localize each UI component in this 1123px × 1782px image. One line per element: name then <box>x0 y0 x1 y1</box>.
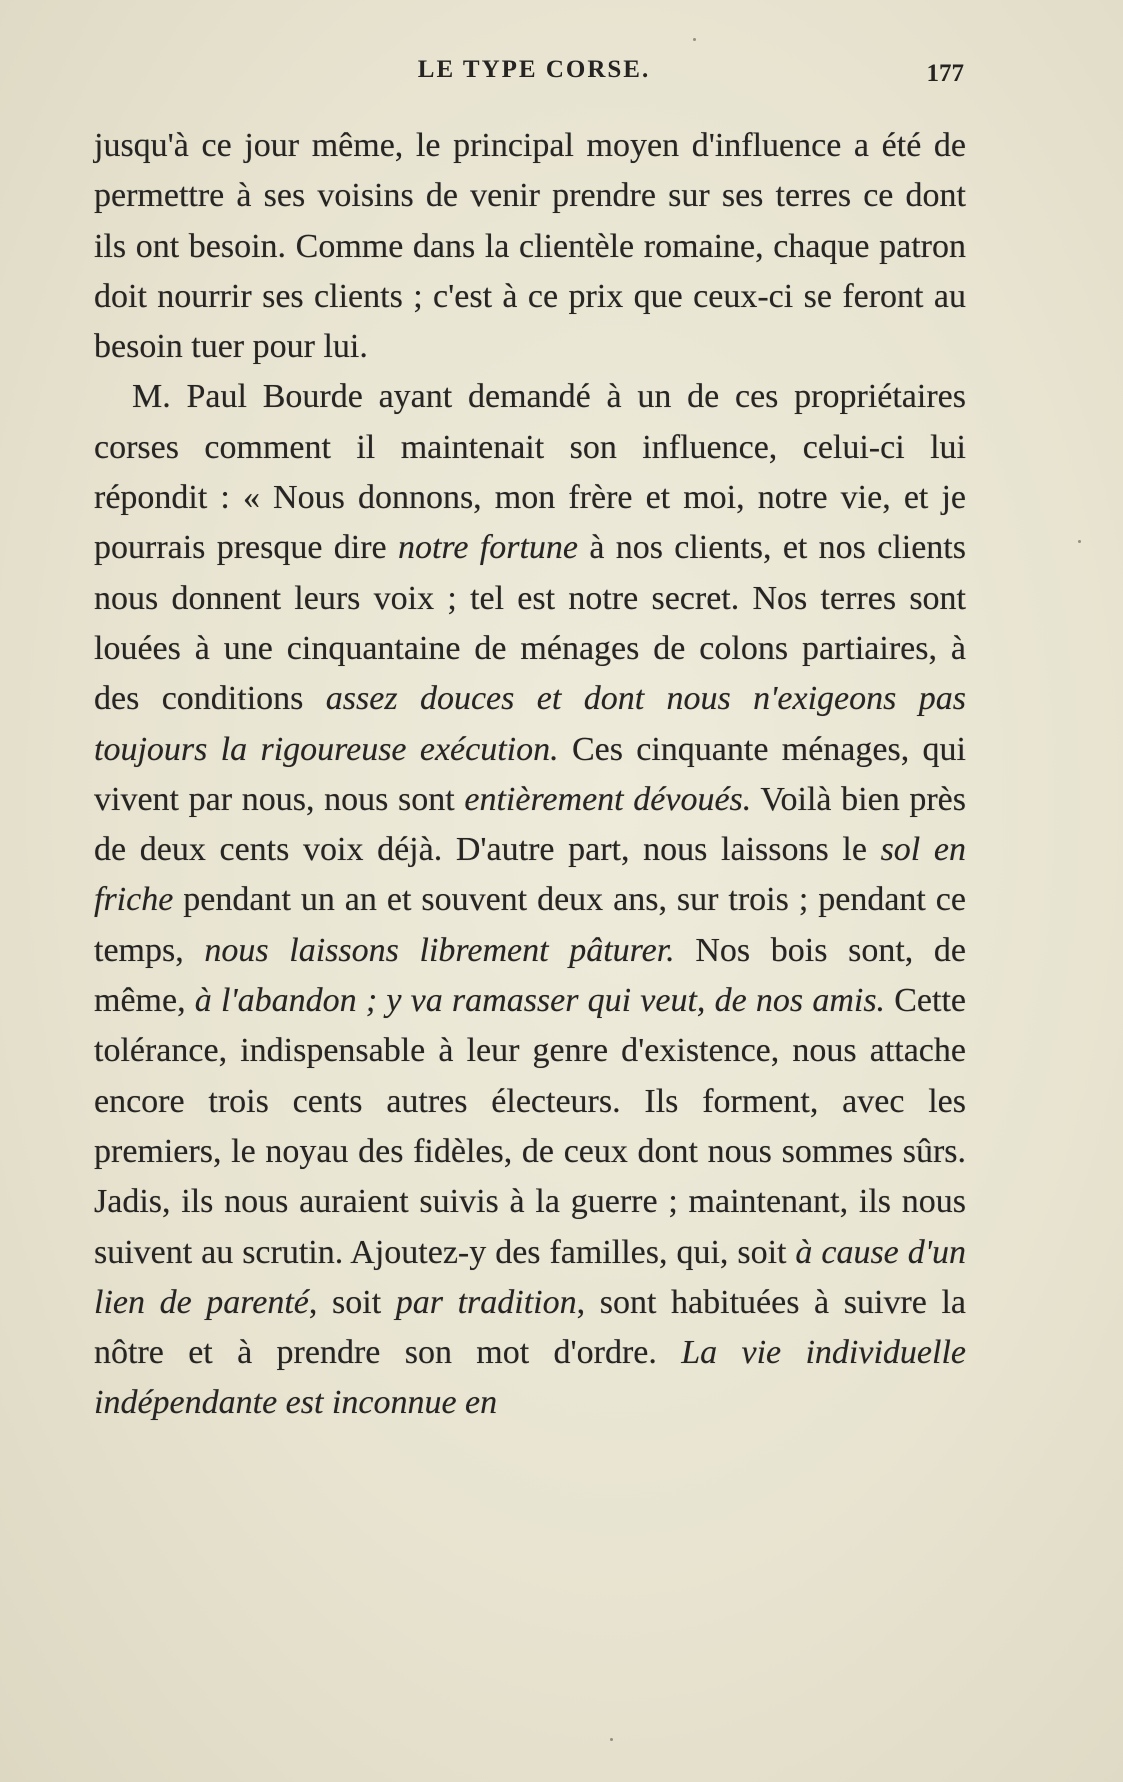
text-segment: , soit <box>308 1283 396 1321</box>
italic-text: nous laissons librement pâturer. <box>204 931 675 969</box>
print-speck <box>610 1738 613 1741</box>
text-segment: à nos clients, et nos clients nous donnent leurs voix ; tel est notre secret. Nos terres sont louées à une cinquantaine de ménages de colons partiaires, à des conditions <box>94 529 966 718</box>
text-segment: jusqu'à ce jour même, le principal moyen d'influence a été de permettre à ses voisins de venir prendre sur ses terres ce dont ils ont besoin. Comme dans la clientèle romaine, chaque patron doit nourrir ses clients ; c'est à ce prix que ceux-ci se feront au besoin tuer pour lui. <box>94 127 966 366</box>
italic-text: par tradition <box>395 1283 577 1321</box>
italic-text: La vie individuelle indépendante est inconnue en <box>94 1334 966 1422</box>
text-segment: Voilà bien près de deux cents voix déjà. D'autre part, nous laissons le <box>94 780 966 869</box>
text-segment: M. Paul Bourde ayant demandé à un de ces propriétaires corses comment il maintenait son influence, celui-ci lui répondit : « Nous donnons, mon frère et moi, notre vie, et je pourrais presque dire <box>94 378 966 567</box>
italic-text: assez douces et dont nous n'exigeons pas toujours la rigoureuse exécution. <box>94 680 967 768</box>
running-head: LE TYPE CORSE. <box>417 56 651 83</box>
paragraph <box>94 121 966 372</box>
page-header <box>94 56 964 96</box>
italic-text: sol en friche <box>94 831 966 919</box>
text-segment: Ces cinquante ménages, qui vivent par nous, nous sont <box>94 730 966 818</box>
print-speck <box>693 38 696 41</box>
italic-text: notre fortune <box>397 529 578 567</box>
print-speck <box>1078 540 1081 543</box>
text-segment: Nos bois sont, de même, <box>94 931 967 1020</box>
italic-text: entièrement dévoués. <box>464 780 752 818</box>
text-segment: pendant un an et souvent deux ans, sur trois ; pendant ce temps, <box>94 881 966 969</box>
text-segment: , sont habituées à suivre la nôtre et à prendre son mot d'ordre. <box>94 1283 967 1372</box>
page-number: 177 <box>926 60 964 87</box>
body-text <box>94 121 966 1429</box>
text-segment: Cette tolérance, indispensable à leur genre d'existence, nous attache encore trois cents autres électeurs. Ils forment, avec les premiers, le noyau des fidèles, de ceux dont nous sommes sûrs. Jadis, ils nous auraient suivis à la guerre ; maintenant, ils nous suivent au scrutin. Ajoutez-y des familles, qui, soit <box>94 982 967 1271</box>
paragraph <box>94 372 966 1428</box>
italic-text: à cause d'un lien de parenté <box>94 1233 966 1321</box>
italic-text: à l'abandon ; y va ramasser qui veut, de nos amis. <box>194 982 886 1020</box>
